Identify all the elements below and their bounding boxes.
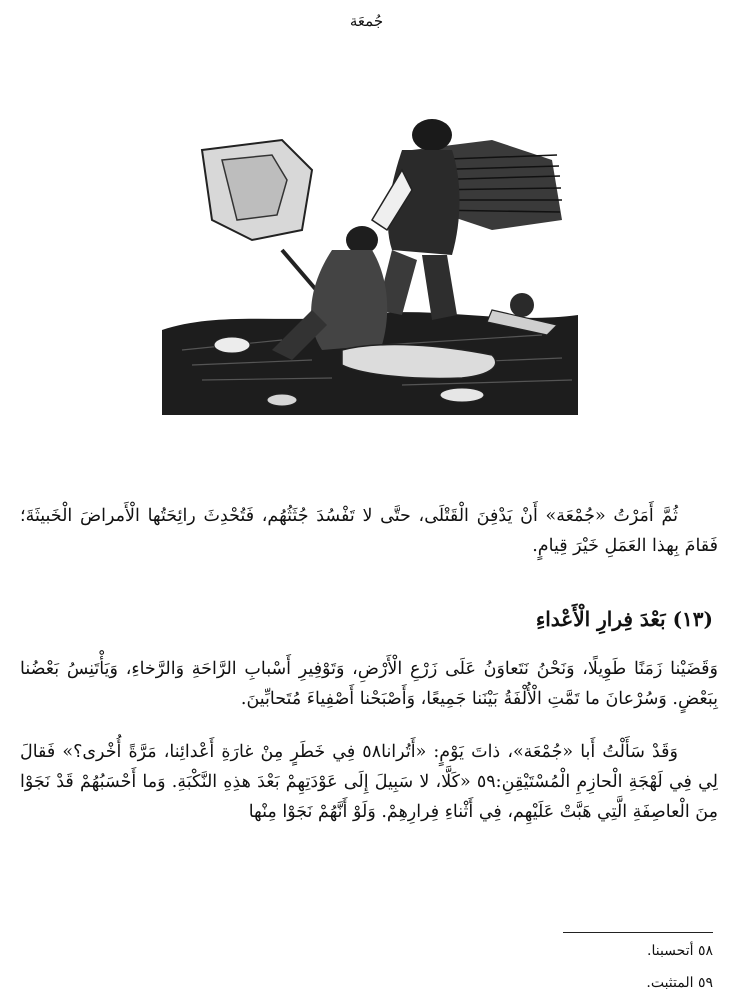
footnote-58: ٥٨ أتحسبنا.	[647, 943, 713, 959]
paragraph-3	[20, 737, 718, 827]
footnotes	[646, 935, 713, 999]
section-heading: (١٣) بَعْدَ فِرارِ الْأَعْداءِ	[535, 607, 713, 631]
paragraph-1-text: ثُمَّ أَمَرْتُ «جُمْعَة» أَنْ يَدْفِنَ الْقَتْلَى، حتَّى لا تَفْسُدَ جُثَثُهُم، فَتُحْدِثَ رائِحَتُها الْأَمراضَ الْخَبيثَةَ؛ فَقامَ بِهذا العَمَلِ خَيْرَ قِيامٍ.	[20, 506, 718, 556]
footnote-divider	[563, 932, 713, 933]
engraving-illustration	[162, 110, 578, 415]
paragraph-2: وَقَضَيْنا زَمَنًا طَوِيلًا، وَنَحْنُ نَتَعاوَنُ عَلَى زَرْعِ الْأَرْضِ، وَتَوْفِيرِ أَسْبابِ الرَّاحَةِ وَالرَّخاءِ، وَيَأْتَنِسُ بَعْضُنا بِبَعْضٍ. وَسُرْعانَ ما تَمَّتِ الْأُلْفَةُ بَيْنَنا جَمِيعًا، وَأَصْبَحْنا أَصْفِياءَ مُتَحابِّينَ.	[20, 659, 718, 709]
paragraph-3-text: وَقَدْ سَأَلْتُ أَبا «جُمْعَة»، ذاتَ يَوْمٍ: «أَتُرانا٥٨ فِي خَطَرٍ مِنْ غارَةِ أَعْدائِنا، مَرَّةً أُخْرى؟» فَقالَ لِي فِي لَهْجَةِ الْحازِمِ الْمُسْتَيْقِنِ:٥٩ «كَلَّا، لا سَبِيلَ إِلَى عَوْدَتِهِمْ بَعْدَ هذِهِ النَّكْبَةِ. وَما أَحْسَبُهُمْ قَدْ نَجَوْا مِنَ الْعاصِفَةِ الَّتِي هَبَّتْ عَلَيْهِم، فِي أَثْناءِ فِرارِهِمْ. وَلَوْ أَنَّهُمْ نَجَوْا مِنْها	[20, 742, 718, 822]
paragraph-1	[20, 501, 718, 561]
running-head: جُمعَة	[349, 12, 384, 30]
footnote-59: ٥٩ المتثبت.	[646, 975, 713, 991]
